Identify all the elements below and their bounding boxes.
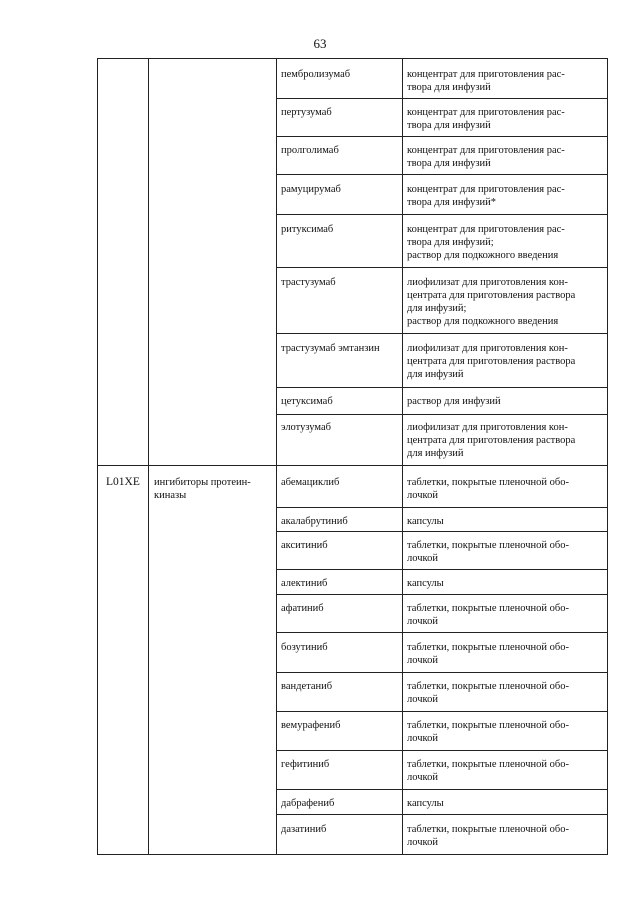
row-divider bbox=[276, 789, 607, 790]
dosage-form: лиофилизат для приготовления кон- центрата для приготовления раствора для инфузий; раствор для подкожного введения bbox=[407, 277, 576, 327]
dosage-form: таблетки, покрытые пленочной обо- лочкой bbox=[407, 540, 569, 564]
row-divider bbox=[276, 387, 607, 388]
column-divider bbox=[148, 59, 149, 854]
dosage-form: таблетки, покрытые пленочной обо- лочкой bbox=[407, 720, 569, 744]
dosage-form: капсулы bbox=[407, 798, 444, 809]
drug-name: дазатиниб bbox=[281, 824, 327, 835]
dosage-form: концентрат для приготовления рас- твора для инфузий; раствор для подкожного введения bbox=[407, 224, 565, 261]
drug-name: рамуцирумаб bbox=[281, 184, 341, 195]
drug-name: акалабрутиниб bbox=[281, 516, 348, 527]
drug-name: трастузумаб эмтанзин bbox=[281, 343, 380, 354]
drug-name: пролголимаб bbox=[281, 145, 339, 156]
row-divider bbox=[276, 507, 607, 508]
dosage-form: таблетки, покрытые пленочной обо- лочкой bbox=[407, 824, 569, 848]
dosage-form: таблетки, покрытые пленочной обо- лочкой bbox=[407, 681, 569, 705]
drug-name: акситиниб bbox=[281, 540, 328, 551]
dosage-form: концентрат для приготовления рас- твора для инфузий bbox=[407, 145, 565, 169]
drug-name: цетуксимаб bbox=[281, 396, 333, 407]
row-divider bbox=[276, 333, 607, 334]
row-divider bbox=[276, 594, 607, 595]
dosage-form: концентрат для приготовления рас- твора для инфузий bbox=[407, 107, 565, 131]
group-divider bbox=[98, 465, 607, 466]
row-divider bbox=[276, 632, 607, 633]
dosage-form: раствор для инфузий bbox=[407, 396, 501, 407]
row-divider bbox=[276, 814, 607, 815]
row-divider bbox=[276, 569, 607, 570]
row-divider bbox=[276, 98, 607, 99]
drug-name: ритуксимаб bbox=[281, 224, 334, 235]
drug-name: дабрафениб bbox=[281, 798, 335, 809]
row-divider bbox=[276, 711, 607, 712]
dosage-form: таблетки, покрытые пленочной обо- лочкой bbox=[407, 759, 569, 783]
drug-name: бозутиниб bbox=[281, 642, 328, 653]
drug-name: гефитиниб bbox=[281, 759, 330, 770]
dosage-form: таблетки, покрытые пленочной обо- лочкой bbox=[407, 603, 569, 627]
dosage-form: таблетки, покрытые пленочной обо- лочкой bbox=[407, 642, 569, 666]
row-divider bbox=[276, 531, 607, 532]
row-divider bbox=[276, 136, 607, 137]
dosage-form: капсулы bbox=[407, 516, 444, 527]
row-divider bbox=[276, 750, 607, 751]
dosage-form: капсулы bbox=[407, 578, 444, 589]
medication-table bbox=[97, 58, 608, 855]
dosage-form: таблетки, покрытые пленочной обо- лочкой bbox=[407, 477, 569, 501]
row-divider bbox=[276, 414, 607, 415]
column-divider bbox=[276, 59, 277, 854]
dosage-form: лиофилизат для приготовления кон- центрата для приготовления раствора для инфузий bbox=[407, 422, 576, 459]
drug-name: алектиниб bbox=[281, 578, 328, 589]
dosage-form: лиофилизат для приготовления кон- центрата для приготовления раствора для инфузий bbox=[407, 343, 576, 380]
dosage-form: концентрат для приготовления рас- твора для инфузий* bbox=[407, 184, 565, 208]
drug-name: пембролизумаб bbox=[281, 69, 351, 80]
drug-name: пертузумаб bbox=[281, 107, 332, 118]
atc-code: L01XE bbox=[106, 476, 140, 488]
drug-name: вандетаниб bbox=[281, 681, 333, 692]
page-number: 63 bbox=[313, 36, 327, 51]
drug-name: вемурафениб bbox=[281, 720, 341, 731]
dosage-form: концентрат для приготовления рас- твора для инфузий bbox=[407, 69, 565, 93]
group-name: ингибиторы протеин- киназы bbox=[154, 477, 251, 501]
row-divider bbox=[276, 214, 607, 215]
drug-name: элотузумаб bbox=[281, 422, 331, 433]
row-divider bbox=[276, 174, 607, 175]
column-divider bbox=[402, 59, 403, 854]
row-divider bbox=[276, 267, 607, 268]
drug-name: абемациклиб bbox=[281, 477, 340, 488]
drug-name: трастузумаб bbox=[281, 277, 336, 288]
row-divider bbox=[276, 672, 607, 673]
drug-name: афатиниб bbox=[281, 603, 324, 614]
